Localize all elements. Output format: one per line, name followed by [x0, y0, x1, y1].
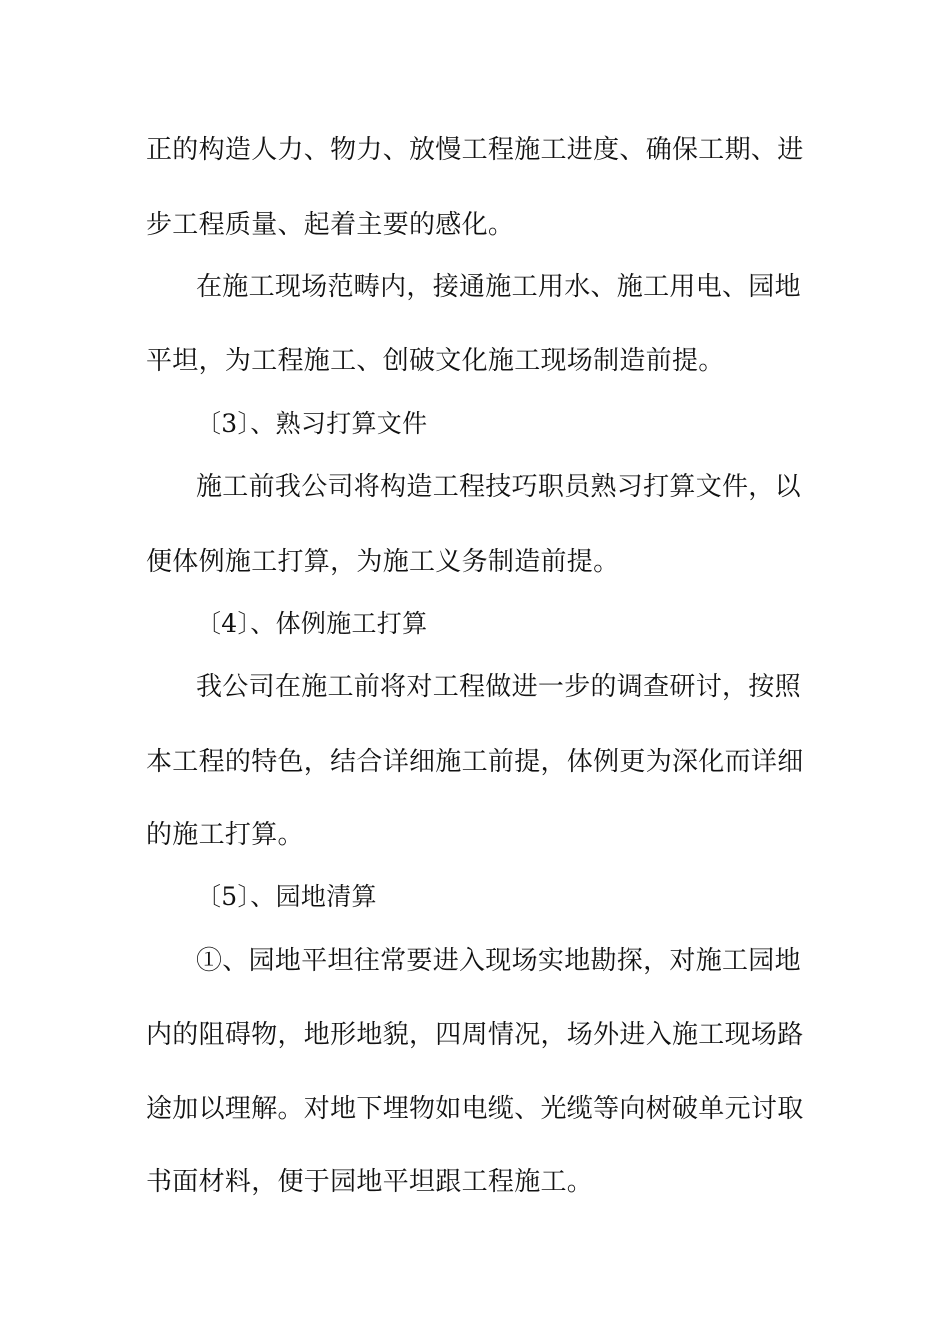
- paragraph-line: 步工程质量、起着主要的感化。: [146, 210, 515, 240]
- paragraph-line: 正的构造人力、物力、放慢工程施工进度、确保工期、进: [146, 135, 804, 165]
- paragraph-line: 途加以理解。对地下埋物如电缆、光缆等向树破单元讨取: [146, 1094, 804, 1124]
- paragraph-line: 平坦，为工程施工、创破文化施工现场制造前提。: [146, 346, 725, 376]
- paragraph-line: ①、园地平坦往常要进入现场实地勘探，对施工园地: [196, 946, 801, 976]
- paragraph-line: 我公司在施工前将对工程做进一步的调查研讨，按照: [196, 672, 801, 702]
- section-heading: 〔3〕、熟习打算文件: [196, 409, 428, 438]
- paragraph-line: 施工前我公司将构造工程技巧职员熟习打算文件，以: [196, 472, 801, 502]
- paragraph-line: 内的阻碍物，地形地貌，四周情况，场外进入施工现场路: [146, 1020, 804, 1050]
- section-heading: 〔5〕、园地清算: [196, 882, 377, 911]
- paragraph-line: 的施工打算。: [146, 820, 304, 850]
- paragraph-line: 便体例施工打算，为施工义务制造前提。: [146, 547, 620, 577]
- paragraph-line: 本工程的特色，结合详细施工前提，体例更为深化而详细: [146, 747, 804, 777]
- paragraph-line: 在施工现场范畴内，接通施工用水、施工用电、园地: [196, 272, 801, 302]
- section-heading: 〔4〕、体例施工打算: [196, 609, 428, 638]
- paragraph-line: 书面材料，便于园地平坦跟工程施工。: [146, 1167, 594, 1197]
